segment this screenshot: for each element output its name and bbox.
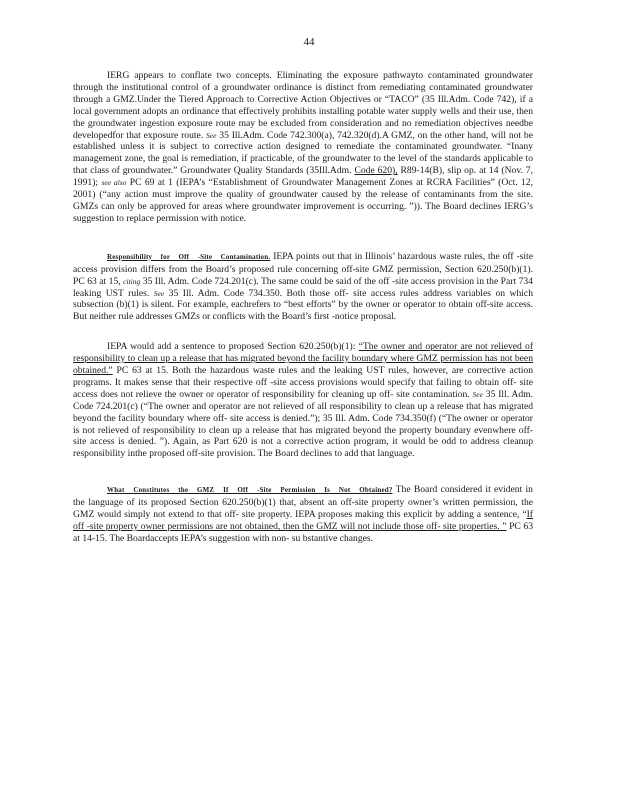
section-heading: Responsibility for Off -Site Contamination. [107, 252, 271, 261]
text-run: IEPA points out that in Illinois’ hazardous waste rules, the off -site access provision differs from the Board’s proposed rule concerning off-site GMZ permission, Section 620.250(b)(1). PC 63 at 15, [73, 250, 533, 287]
text-run: PC 69 at 1 (IEPA’s “Establishment of Groundwater Management Zones at RCRA Facilities” (Oct. 12, 2001) (“any action must improve the quality of groundwater caused by the release of contaminants from the site. GMZs can only be approved for areas where groundwater improvement is occurring. ”)). The Board declines IERG’s suggestion to replace permission with notice. [73, 177, 533, 224]
text-run: 35 Ill. Adm. Code 734.350. Both those off- site access rules address variables on which subsection (b)(1) is silent. For example, eachrefers to “best efforts” by the owner or operator to obtain off-site access. But neither rule addresses GMZs or conflicts with the Board’s first -notice proposal. [73, 287, 533, 323]
underlined-citation: Code 620), [354, 165, 398, 177]
paragraph-iepa-sentence [73, 341, 533, 460]
citation-signal: citing [123, 276, 141, 286]
text-run: 35 Ill.Adm. Code 742.300(a), 742.320(d).A GMZ, on the other hand, will not be established unless it is subject to corrective action designed to remediate the contaminated groundwater. “Inany management zone, the goal is remediation, if practicable, of the groundwater to the level of the standards applicable to that class of groundwater.” Groundwater Quality Standards (35Ill.Adm. [73, 129, 533, 177]
paragraph-ierg-conflation [73, 70, 533, 225]
section-heading: What Constitutes the GMZ If Off -Site Permission Is Not Obtained? [107, 486, 393, 495]
text-run: PC 63 at 15. Both the hazardous waste rules and the leaking UST rules, however, are corrective action programs. It makes sense that their respective off -site access provisions would specify that failing to obtain off- site access does not relieve the owner or operator of responsibility for cleaning up off- site contamination. [73, 365, 533, 400]
paragraph-offsite-responsibility [73, 251, 533, 323]
paragraph-gmz-extent [73, 484, 533, 545]
citation-signal: See [206, 130, 217, 140]
text-run: 35 Ill. Adm. Code 724.201(c) (“The owner and operator are not relieved of all responsibility to clean up a release that has migrated beyond the facility boundary where off- site access is denied.”); 35 Ill. Adm. Code 734.350(f) (“The owner or operator is not relieved of responsibility to clean up a release that has migrated beyond the property boundary evenwhere off- site access is denied. ”). Again, as Part 620 is not a corrective action program, it would be odd to address cleanup responsibility inthe proposed off-site provision. The Board declines to add that language. [73, 388, 533, 460]
underlined-proposed-text: “The owner and operator are not relieved of responsibility to clean up a release that has migrated beyond the facility boundary where GMZ permission has not been obtained.” [73, 341, 534, 377]
page-number: 44 [303, 36, 315, 48]
text-run: 35 Ill. Adm. Code 724.201(c). The same could be said of the off -site access provision in the Part 734 leaking UST rules. [73, 275, 533, 299]
document-body [73, 70, 533, 545]
underlined-proposed-text: If off -site property owner permissions are not obtained, then the GMZ will not include those off- site properties. ” [73, 509, 533, 532]
text-run: PC 63 at 14-15. The Boardaccepts IEPA’s suggestion with non- su bstantive changes. [73, 521, 534, 544]
text-run: IEPA would add a sentence to proposed Section 620.250(b)(1): [107, 341, 356, 353]
text-run: The Board considered it evident in the language of its proposed Section 620.250(b)(1) that, absent an off-site property owner’s written permission, the GMZ would simply not extend to that off- site property. IEPA proposes making this explicit by adding a sentence, “ [73, 484, 533, 521]
citation-signal: See [472, 389, 483, 399]
text-run: IERG appears to conflate two concepts. Eliminating the exposure pathwayto contaminated groundwater through the institutional control of a groundwater ordinance is distinct from remediating contaminated groundwater through a GMZ.Under the Tiered Approach to Corrective Action Objectives or “TACO” (35 Ill.Adm. Code 742), if a local government adopts an ordinance that effectively prohibits installing potable water supply wells and their use, then the groundwater ingestion exposure route may be excluded from consideration and no remediation objectives needbe developedfor that exposure route. [73, 70, 533, 141]
text-run: R89-14(B), slip op. at 14 (Nov. 7, 1991); [73, 165, 534, 189]
citation-signal: See [153, 288, 165, 298]
citation-signal: see also [101, 178, 127, 188]
